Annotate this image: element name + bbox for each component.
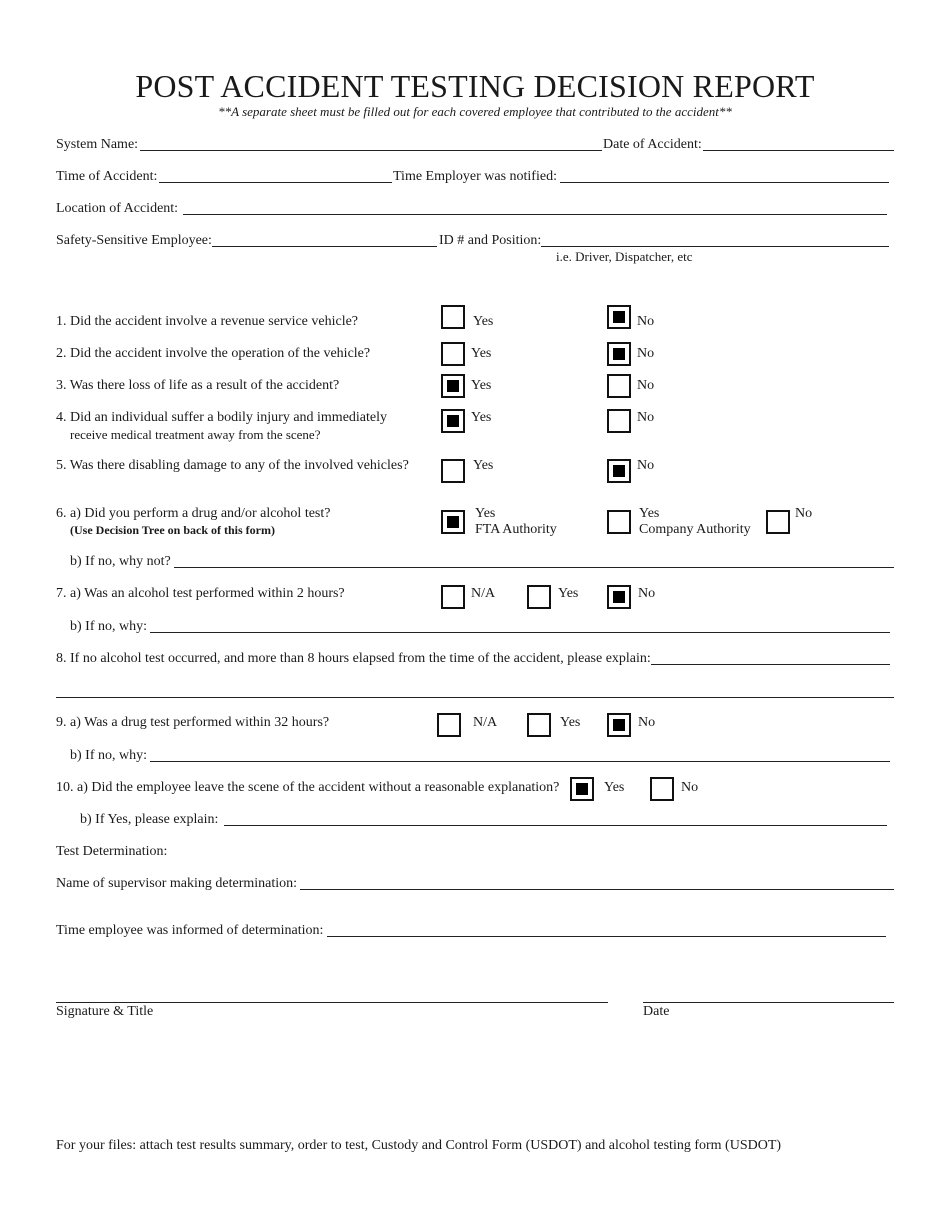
q6-note: (Use Decision Tree on back of this form) [70,523,275,537]
location-field[interactable] [183,214,887,215]
system-name-field[interactable] [140,150,602,151]
q1-yes-checkbox[interactable] [441,305,465,329]
time-employer-notified-label: Time Employer was notified: [393,169,557,184]
q4-no-checkbox[interactable] [607,409,631,433]
q6-company-yes-label: Yes [639,506,660,521]
q6-no-label: No [795,506,813,521]
q4-yes-label: Yes [471,410,492,425]
time-employer-notified-field[interactable] [560,182,889,183]
q1-text: 1. Did the accident involve a revenue service vehicle? [56,314,359,329]
q6-fta-authority-label: FTA Authority [475,522,557,537]
q5-no-label: No [637,458,655,473]
time-informed-field[interactable] [327,936,886,937]
q4-yes-checkbox[interactable] [441,409,465,433]
q1-no-label: No [637,314,655,329]
q7-yes-checkbox[interactable] [527,585,551,609]
q8-text: 8. If no alcohol test occurred, and more than 8 hours elapsed from the time of the accident, please explain: [56,651,651,666]
q9-yes-checkbox[interactable] [527,713,551,737]
q9-na-label: N/A [473,715,498,730]
q10-text: 10. a) Did the employee leave the scene of the accident without a reasonable explanation? [56,780,560,795]
signature-date-label: Date [643,1004,670,1019]
test-determination-label: Test Determination: [56,844,168,859]
q1-no-checkbox[interactable] [607,305,631,329]
q2-no-checkbox[interactable] [607,342,631,366]
signature-title-label: Signature & Title [56,1004,154,1019]
q5-no-checkbox[interactable] [607,459,631,483]
q7-yes-label: Yes [558,586,579,601]
checkbox-fill-mark [447,415,459,427]
supervisor-label: Name of supervisor making determination: [56,876,298,891]
q3-yes-label: Yes [471,378,492,393]
q7-text: 7. a) Was an alcohol test performed within 2 hours? [56,586,345,601]
q9-no-label: No [638,715,656,730]
checkbox-fill-mark [613,348,625,360]
q5-text: 5. Was there disabling damage to any of the involved vehicles? [56,458,409,473]
checkbox-fill-mark [613,465,625,477]
date-of-accident-field[interactable] [703,150,894,151]
date-of-accident-label: Date of Accident: [603,137,702,152]
location-label: Location of Accident: [56,201,179,216]
q7-na-checkbox[interactable] [441,585,465,609]
q9-text: 9. a) Was a drug test performed within 32 hours? [56,715,330,730]
q2-yes-checkbox[interactable] [441,342,465,366]
q6-fta-checkbox[interactable] [441,510,465,534]
position-hint: i.e. Driver, Dispatcher, etc [556,249,693,264]
q6-text: 6. a) Did you perform a drug and/or alcohol test? [56,506,331,521]
q10-yes-label: Yes [604,780,625,795]
q10-no-checkbox[interactable] [650,777,674,801]
employee-label: Safety-Sensitive Employee: [56,233,212,248]
q7-no-checkbox[interactable] [607,585,631,609]
q6-no-checkbox[interactable] [766,510,790,534]
q6b-label: b) If no, why not? [70,554,171,569]
id-position-field[interactable] [541,246,889,247]
q4-text-line1: 4. Did an individual suffer a bodily injury and immediately [56,410,388,425]
q9b-field[interactable] [150,761,890,762]
id-position-label: ID # and Position: [439,233,542,248]
q6-company-authority-label: Company Authority [639,522,751,537]
q6-fta-yes-label: Yes [475,506,496,521]
q4-text-line2: receive medical treatment away from the scene? [70,427,321,442]
checkbox-fill-mark [613,591,625,603]
time-of-accident-label: Time of Accident: [56,169,158,184]
q7b-field[interactable] [150,632,890,633]
q3-text: 3. Was there loss of life as a result of the accident? [56,378,340,393]
time-informed-label: Time employee was informed of determination: [56,923,324,938]
q9-na-checkbox[interactable] [437,713,461,737]
q7b-label: b) If no, why: [70,619,147,634]
page-title: POST ACCIDENT TESTING DECISION REPORT [135,68,815,104]
checkbox-fill-mark [447,516,459,528]
q1-yes-label: Yes [473,314,494,329]
q6b-field[interactable] [174,567,894,568]
system-name-label: System Name: [56,137,139,152]
time-of-accident-field[interactable] [159,182,392,183]
q8-field[interactable] [651,664,890,665]
q5-yes-label: Yes [473,458,494,473]
checkbox-fill-mark [576,783,588,795]
q10-no-label: No [681,780,699,795]
employee-field[interactable] [212,246,437,247]
q6-company-checkbox[interactable] [607,510,631,534]
q8-field-line2[interactable] [56,697,894,698]
q7-na-label: N/A [471,586,496,601]
q9-no-checkbox[interactable] [607,713,631,737]
q5-yes-checkbox[interactable] [441,459,465,483]
q7-no-label: No [638,586,656,601]
q3-no-label: No [637,378,655,393]
q2-yes-label: Yes [471,346,492,361]
signature-date-field[interactable] [643,1002,894,1003]
supervisor-field[interactable] [300,889,894,890]
page-subtitle: **A separate sheet must be filled out for each covered employee that contributed to the accident** [218,104,732,119]
checkbox-fill-mark [613,719,625,731]
q2-text: 2. Did the accident involve the operation of the vehicle? [56,346,371,361]
checkbox-fill-mark [447,380,459,392]
signature-field[interactable] [56,1002,608,1003]
q3-no-checkbox[interactable] [607,374,631,398]
q2-no-label: No [637,346,655,361]
q10b-label: b) If Yes, please explain: [80,812,219,827]
q10b-field[interactable] [224,825,887,826]
footer-note: For your files: attach test results summary, order to test, Custody and Control Form (USDOT) and alcohol testing form (USDOT) [56,1138,782,1153]
checkbox-fill-mark [613,311,625,323]
q4-no-label: No [637,410,655,425]
q10-yes-checkbox[interactable] [570,777,594,801]
q9-yes-label: Yes [560,715,581,730]
q9b-label: b) If no, why: [70,748,147,763]
q3-yes-checkbox[interactable] [441,374,465,398]
